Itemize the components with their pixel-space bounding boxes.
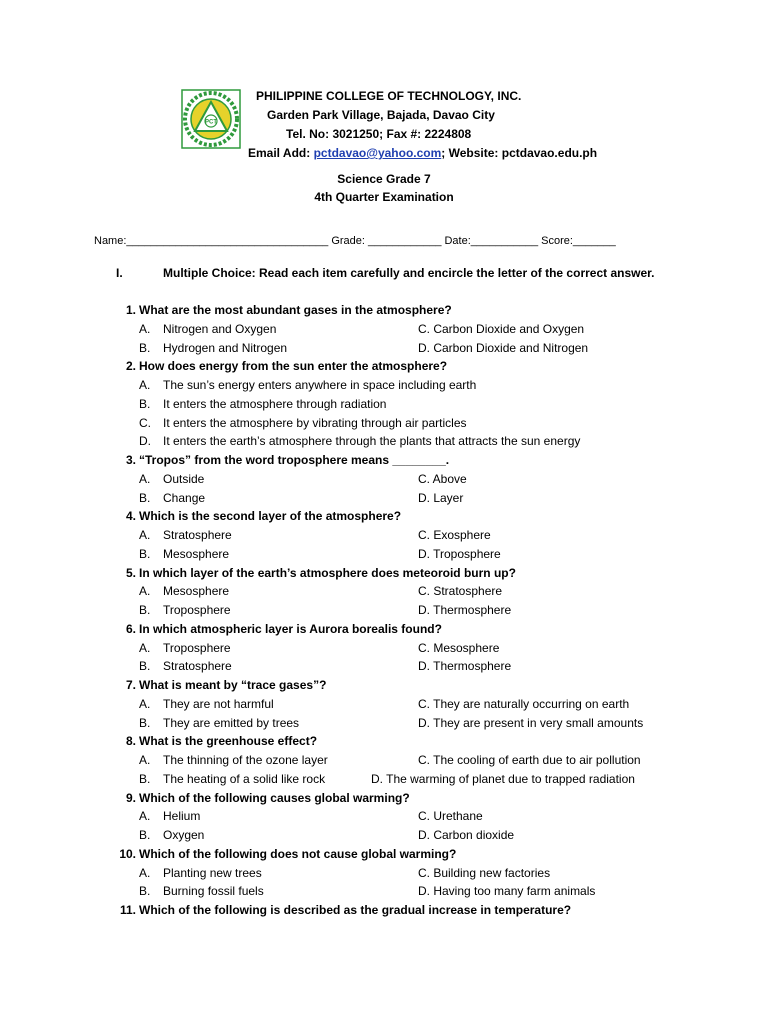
choice-text: Hydrogen and Nitrogen [163,340,288,355]
choice-text-right: D. The warming of planet due to trapped radiation [371,771,635,786]
question-2 [0,359,768,378]
question-number: 5. [125,565,136,580]
choice-text-right: D. Layer [418,490,464,505]
answer-row [0,397,768,416]
email-link[interactable]: pctdavao@yahoo.com [313,146,442,160]
question-text: What is the greenhouse effect? [139,734,318,749]
choice-letter: B. [139,340,151,355]
question-number: 1. [125,303,136,317]
choice-text: Oxygen [163,828,205,842]
choice-text: The sun’s energy enters anywhere in space including earth [163,378,477,392]
question-number: 4. [125,509,136,524]
choice-letter: A. [139,640,151,655]
question-text: What are the most abundant gases in the atmosphere? [139,303,452,317]
answer-row [0,416,768,435]
website-text: ; Website: pctdavao.edu.ph [441,146,598,160]
question-text: Which of the following does not cause global warming? [139,846,457,861]
question-4 [0,509,768,528]
answer-row [0,697,768,716]
school-contact [238,144,758,163]
question-number: 6. [125,621,136,636]
answer-row [0,341,768,360]
choice-text-right: D. Having too many farm animals [418,884,596,899]
school-phone: Tel. No: 3021250; Fax #: 2224808 [286,127,472,141]
choice-text-right: C. Mesosphere [418,640,500,655]
choice-letter: A. [139,753,151,767]
question-number: 11. [119,903,136,917]
school-name: PHILIPPINE COLLEGE OF TECHNOLOGY, INC. [256,89,522,103]
question-10 [0,847,768,866]
question-3 [0,453,768,472]
question-text: In which atmospheric layer is Aurora borealis found? [139,621,442,636]
choice-text: Helium [163,809,201,824]
student-info-line: Name:_________________________________ Grade: ____________ Date:___________ Score:_______ [94,235,616,247]
choice-text-right: C. They are naturally occurring on earth [418,696,630,711]
question-5 [0,566,768,585]
choice-letter: B. [139,603,151,617]
choice-text-right: C. Urethane [418,809,483,824]
choice-text-right: D. They are present in very small amounts [418,715,644,730]
question-number: 9. [125,790,136,805]
answer-row [0,809,768,828]
choice-letter: A. [139,471,151,486]
choice-text: They are emitted by trees [163,715,300,730]
choice-letter: D. [139,434,151,449]
answer-row [0,603,768,622]
choice-text: Troposphere [163,640,231,655]
question-11 [0,903,768,922]
answer-row [0,472,768,491]
choice-letter: B. [139,490,151,505]
choice-text-right: D. Carbon Dioxide and Nitrogen [418,340,589,355]
email-label: Email Add: [248,146,314,160]
choice-letter: A. [139,809,151,824]
choice-letter: A. [139,584,151,599]
choice-letter: B. [139,884,151,899]
question-text: Which of the following is described as the gradual increase in temperature? [139,903,572,917]
question-text: Which of the following causes global warming? [139,790,410,805]
choice-text-right: D. Thermosphere [418,659,512,674]
choice-text: They are not harmful [163,696,274,711]
question-8 [0,734,768,753]
choice-letter: B. [139,715,151,730]
choice-text: Stratosphere [163,528,232,542]
choice-text: Nitrogen and Oxygen [163,321,277,336]
choice-text-right: D. Carbon dioxide [418,828,515,842]
choice-text-right: D. Troposphere [418,546,501,561]
question-number: 10. [119,846,136,861]
choice-letter: A. [139,696,151,711]
answer-row [0,434,768,453]
section-instructions: Multiple Choice: Read each item carefully and encircle the letter of the correct answer. [163,266,655,280]
answer-row [0,641,768,660]
choice-letter: A. [139,321,151,336]
choice-text-right: C. Stratosphere [418,584,503,599]
question-number: 2. [125,359,136,374]
choice-letter: A. [139,528,151,542]
answer-row [0,491,768,510]
choice-letter: C. [139,415,151,430]
answer-row [0,884,768,903]
question-1 [0,303,768,322]
choice-text: Outside [163,471,205,486]
choice-text: It enters the earth’s atmosphere through the plants that attracts the sun energy [163,434,581,449]
answer-row [0,528,768,547]
choice-text: Mesosphere [163,584,230,599]
exam-title: 4th Quarter Examination [314,190,454,204]
question-9 [0,791,768,810]
answer-row [0,753,768,772]
choice-text-right: C. Carbon Dioxide and Oxygen [418,321,585,336]
choice-text: The heating of a solid like rock [163,771,326,786]
choice-text: Burning fossil fuels [163,884,264,899]
answer-row [0,378,768,397]
answer-row [0,659,768,678]
school-header [238,87,758,163]
choice-letter: B. [139,546,151,561]
svg-text:PCT: PCT [205,119,217,126]
exam-title-block [0,170,768,206]
question-text: Which is the second layer of the atmosphere? [139,509,402,524]
choice-text-right: D. Thermosphere [418,603,512,617]
choice-letter: B. [139,396,151,411]
answer-row [0,322,768,341]
choice-text: It enters the atmosphere by vibrating through air particles [163,415,467,430]
choice-text: Mesosphere [163,546,230,561]
choice-text-right: C. Building new factories [418,865,551,880]
question-number: 3. [125,453,136,467]
choice-letter: B. [139,771,151,786]
choice-letter: A. [139,865,151,880]
section-heading [116,266,654,280]
choice-text: Troposphere [163,603,231,617]
choice-text: Change [163,490,206,505]
choice-letter: B. [139,828,151,842]
answer-row [0,772,768,791]
question-text: How does energy from the sun enter the atmosphere? [139,359,448,374]
exam-subject: Science Grade 7 [337,172,431,186]
choice-text: It enters the atmosphere through radiation [163,396,387,411]
school-address: Garden Park Village, Bajada, Davao City [267,108,495,122]
school-seal-icon [181,89,241,149]
choice-letter: B. [139,659,151,674]
answer-row [0,866,768,885]
answer-row [0,547,768,566]
question-text: What is meant by “trace gases”? [139,678,327,692]
choice-text-right: C. Above [418,471,467,486]
choice-text-right: C. Exosphere [418,528,491,542]
question-6 [0,622,768,641]
question-list [0,303,768,922]
question-number: 7. [125,678,136,692]
answer-row [0,716,768,735]
choice-text: The thinning of the ozone layer [163,753,328,767]
question-number: 8. [125,734,136,749]
question-text: “Tropos” from the word troposphere means ________. [139,453,450,467]
answer-row [0,828,768,847]
answer-row [0,584,768,603]
choice-text: Stratosphere [163,659,232,674]
question-7 [0,678,768,697]
choice-text-right: C. The cooling of earth due to air pollution [418,753,641,767]
section-number: I. [116,266,123,280]
choice-text: Planting new trees [163,865,262,880]
question-text: In which layer of the earth’s atmosphere does meteoroid burn up? [139,565,516,580]
choice-letter: A. [139,378,151,392]
